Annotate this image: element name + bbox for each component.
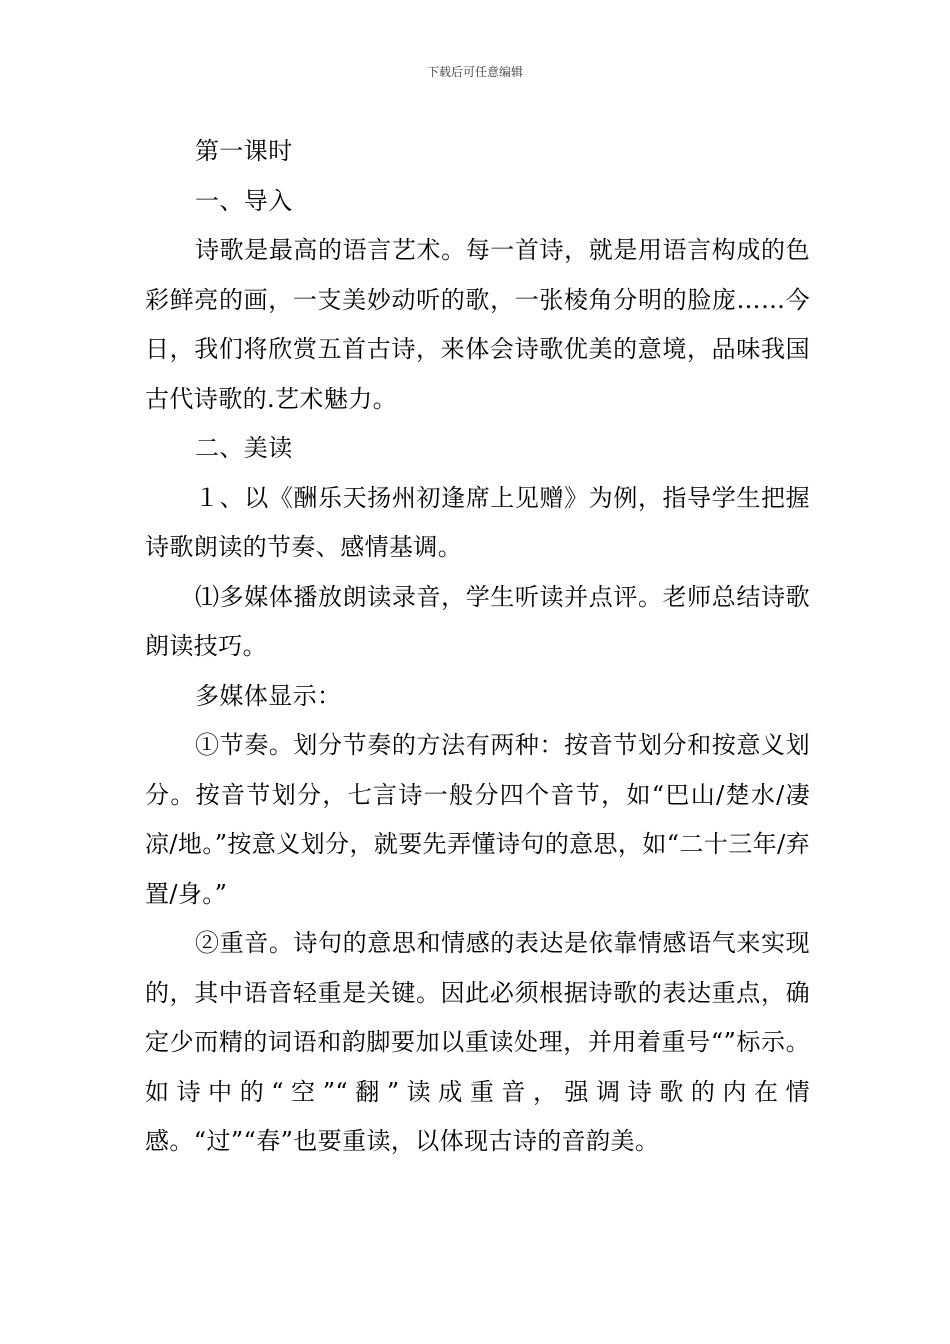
lesson-period-heading: 第一课时	[195, 137, 293, 165]
reading-substep-1: ⑴多媒体播放朗读录音，学生听读并点评。老师总结诗歌朗读技巧。	[145, 582, 810, 660]
section-heading-intro: 一、导入	[195, 186, 293, 215]
page-header: 下载后可任意编辑	[426, 65, 523, 79]
multimedia-display-label: 多媒体显示：	[195, 681, 342, 710]
rhythm-paragraph: ①节奏。划分节奏的方法有两种：按音节划分和按意义划分。按音节划分，七言诗一般分四个音节，如“巴山/楚水/凄凉/地。”按意义划分，就要先弄懂诗句的意思，如“二十三年/弃置/身。”	[145, 731, 810, 908]
reading-step-1: １、以《酬乐天扬州初逢席上见赠》为例，指导学生把握诗歌朗读的节奏、感情基调。	[145, 483, 810, 561]
stress-paragraph: ②重音。诗句的意思和情感的表达是依靠情感语气来实现的，其中语音轻重是关键。因此必须根据诗歌的表达重点，确定少而精的词语和韵脚要加以重读处理，并用着重号“”标示。如诗中的“空”“翻”读成重音，强调诗歌的内在情感。“过”“春”也要重读，以体现古诗的音韵美。	[145, 929, 810, 1155]
intro-paragraph: 诗歌是最高的语言艺术。每一首诗，就是用语言构成的色彩鲜亮的画，一支美妙动听的歌，一张棱角分明的脸庞……今日，我们将欣赏五首古诗，来体会诗歌优美的意境，品味我国古代诗歌的.艺术魅力。	[145, 236, 810, 413]
document-body	[145, 127, 810, 1167]
section-heading-reading: 二、美读	[195, 434, 293, 462]
